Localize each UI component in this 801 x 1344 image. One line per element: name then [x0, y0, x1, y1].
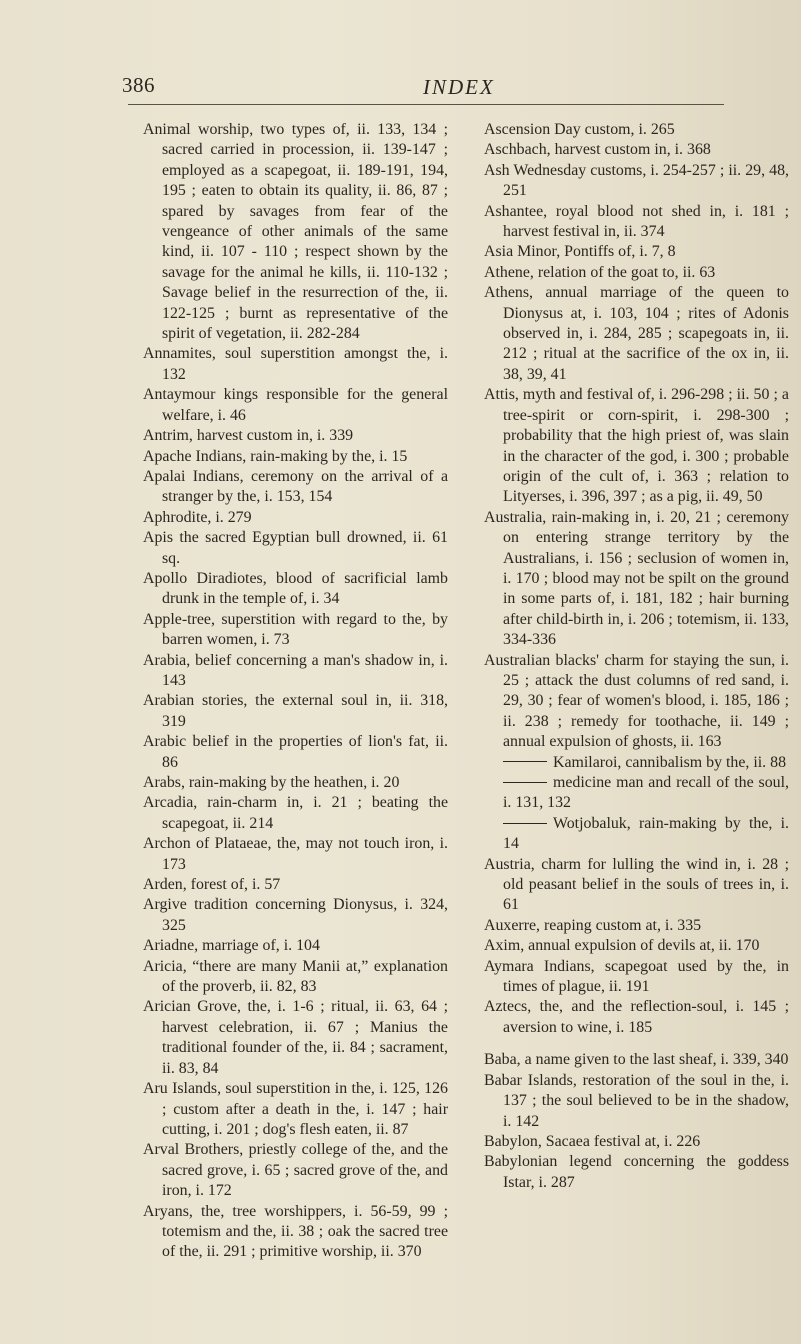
- index-entry: Arval Brothers, priestly college of the, and the sacred grove, i. 65 ; sacred grove of the, and iron, i. 172: [143, 1141, 448, 1200]
- index-subentry: [484, 753, 789, 773]
- header-rule: [128, 104, 724, 105]
- index-entry: Argive tradition concerning Dionysus, i. 324, 325: [143, 896, 448, 934]
- index-entry: Apalai Indians, ceremony on the arrival of a stranger by the, i. 153, 154: [143, 467, 448, 506]
- index-entry: Aryans, the, tree worshippers, i. 56-59, 99 ; totemism and the, ii. 38 ; oak the sacred tree of the, ii. 291 ; primitive worship, ii. 370: [143, 1202, 448, 1261]
- index-subentry: [484, 773, 789, 814]
- left-column: [143, 120, 448, 1263]
- index-entry: Austria, charm for lulling the wind in, i. 28 ; old peasant belief in the souls of trees in, i. 61: [484, 855, 789, 914]
- index-entry: Axim, annual expulsion of devils at, ii. 170: [484, 937, 760, 955]
- subentry-text: Kamilaroi, cannibalism by the, ii. 88: [553, 753, 787, 771]
- index-entry: Babylon, Sacaea festival at, i. 226: [484, 1132, 701, 1150]
- index-entry: Athene, relation of the goat to, ii. 63: [484, 263, 716, 281]
- index-entry: Arabia, belief concerning a man's shadow in, i. 143: [143, 651, 448, 689]
- index-entry: Arician Grove, the, i. 1-6 ; ritual, ii. 63, 64 ; harvest celebration, ii. 67 ; Manius the traditional founder of the, ii. 84 ; sacrament, ii. 83, 84: [143, 998, 448, 1077]
- index-entry: Australian blacks' charm for staying the sun, i. 25 ; attack the dust columns of red sand, i. 29, 30 ; fear of women's blood, i. 185, 186 ; ii. 238 ; remedy for toothache, ii. 149 ; annual expulsion of ghosts, ii. 163: [484, 651, 789, 751]
- running-head: INDEX: [423, 75, 495, 99]
- index-entry: Athens, annual marriage of the queen to Dionysus at, i. 103, 104 ; rites of Adonis observed in, i. 284, 285 ; scapegoats in, ii. 212 ; ritual at the sacrifice of the ox in, ii. 38, 39, 41: [484, 284, 789, 383]
- index-entry: Ascension Day custom, i. 265: [484, 121, 675, 138]
- index-entry: Arcadia, rain-charm in, i. 21 ; beating the scapegoat, ii. 214: [143, 794, 448, 832]
- index-entry: Aphrodite, i. 279: [143, 508, 252, 526]
- index-entry: Arabian stories, the external soul in, ii. 318, 319: [143, 692, 448, 730]
- index-entry: Apache Indians, rain-making by the, i. 15: [143, 447, 408, 465]
- index-entry: Apple-tree, superstition with regard to the, by barren women, i. 73: [143, 610, 448, 649]
- index-entry: Archon of Plataeae, the, may not touch iron, i. 173: [143, 835, 448, 873]
- index-entry: Ashantee, royal blood not shed in, i. 181 ; harvest festival in, ii. 374: [484, 202, 789, 241]
- index-entry: Baba, a name given to the last sheaf, i. 339, 340: [484, 1051, 789, 1069]
- index-entry: Apis the sacred Egyptian bull drowned, ii. 61 sq.: [143, 529, 448, 567]
- page-number: 386: [122, 73, 155, 97]
- subentry-text: Wotjobaluk, rain-making by the, i. 14: [503, 814, 789, 853]
- index-subentry: [484, 814, 789, 855]
- index-entry: Aschbach, harvest custom in, i. 368: [484, 141, 711, 159]
- index-entry: Australia, rain-making in, i. 20, 21 ; ceremony on entering strange territory by the Australians, i. 156 ; seclusion of women in, i. 170 ; blood may not be spilt on the ground in some parts of, i. 181, 182 ; hair burning after child-birth in, i. 206 ; totemism, ii. 133, 334-336: [484, 508, 789, 649]
- index-entry: Animal worship, two types of, ii. 133, 134 ; sacred carried in procession, ii. 139-147 ; employed as a scapegoat, ii. 189-191, 194, 195 ; eaten to obtain its quality, ii. 86, 87 ; spared by savages from fear of the vengeance of other animals of the same kind, ii. 107 - 110 ; respect shown by the savage for the animal he kills, ii. 110-132 ; Savage belief in the resurrection of the, ii. 122-125 ; burnt as representative of the spirit of vegetation, ii. 282-284: [143, 121, 448, 343]
- index-entry: Arden, forest of, i. 57: [143, 876, 281, 894]
- index-entry: Aymara Indians, scapegoat used by the, in times of plague, ii. 191: [484, 957, 789, 996]
- index-entry: Antrim, harvest custom in, i. 339: [143, 427, 354, 445]
- index-entry: Ariadne, marriage of, i. 104: [143, 937, 320, 955]
- ditto-dash: [503, 782, 547, 783]
- index-entry: Aricia, “there are many Manii at,” explanation of the proverb, ii. 82, 83: [143, 957, 448, 996]
- index-entry: Babylonian legend concerning the goddess Istar, i. 287: [484, 1153, 789, 1191]
- ditto-dash: [503, 823, 547, 824]
- index-entry: Ash Wednesday customs, i. 254-257 ; ii. 29, 48, 251: [484, 161, 789, 200]
- index-entry: Auxerre, reaping custom at, i. 335: [484, 916, 702, 934]
- index-entry: Attis, myth and festival of, i. 296-298 ; ii. 50 ; a tree-spirit or corn-spirit, i. 298-300 ; probability that the high priest of, was slain in the character of the god, i. 300 ; probable origin of the cult of, i. 363 ; relation to Lityerses, i. 396, 397 ; as a pig, ii. 49, 50: [484, 386, 789, 506]
- index-entry: Arabs, rain-making by the heathen, i. 20: [143, 774, 400, 791]
- right-column: [484, 120, 789, 1193]
- index-entry: Aztecs, the, and the reflection-soul, i. 145 ; aversion to wine, i. 185: [484, 998, 789, 1036]
- index-entry: Aru Islands, soul superstition in the, i. 125, 126 ; custom after a death in the, i. 147 ; hair cutting, i. 201 ; dog's flesh eaten, ii. 87: [143, 1080, 448, 1138]
- subentry-text: medicine man and recall of the soul, i. 131, 132: [503, 774, 789, 812]
- index-entry: Antaymour kings responsible for the general welfare, i. 46: [143, 386, 448, 424]
- index-entry: Annamites, soul superstition amongst the, i. 132: [143, 345, 448, 383]
- index-entry: Babar Islands, restoration of the soul in the, i. 137 ; the soul believed to be in the shadow, i. 142: [484, 1071, 789, 1130]
- index-entry: Arabic belief in the properties of lion's fat, ii. 86: [143, 733, 448, 771]
- index-entry: Asia Minor, Pontiffs of, i. 7, 8: [484, 243, 676, 261]
- ditto-dash: [503, 761, 547, 762]
- index-entry: Apollo Diradiotes, blood of sacrificial lamb drunk in the temple of, i. 34: [143, 569, 448, 608]
